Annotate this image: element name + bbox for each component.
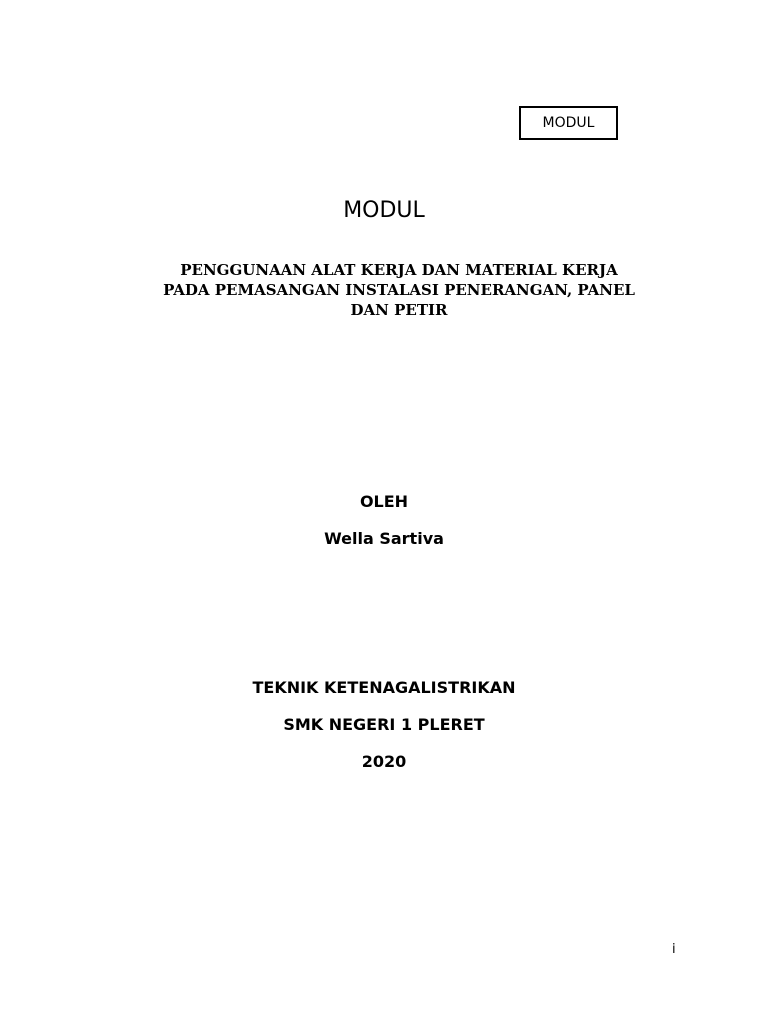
department-name: TEKNIK KETENAGALISTRIKAN	[252, 678, 516, 697]
corner-label-box	[519, 106, 618, 140]
document-subtitle	[160, 260, 638, 320]
page-number: i	[672, 942, 676, 957]
by-label: OLEH	[359, 492, 409, 511]
corner-label: MODUL	[542, 115, 595, 131]
year: 2020	[361, 752, 407, 771]
subtitle-line: PENGGUNAAN ALAT KERJA DAN MATERIAL KERJA	[180, 261, 618, 279]
author-name: Wella Sartiva	[324, 529, 444, 548]
doc-label: MODUL	[343, 198, 425, 223]
school-name: SMK NEGERI 1 PLERET	[283, 715, 485, 734]
subtitle-line: PADA PEMASANGAN INSTALASI PENERANGAN, PANEL	[163, 281, 635, 299]
subtitle-line: DAN PETIR	[350, 301, 448, 319]
